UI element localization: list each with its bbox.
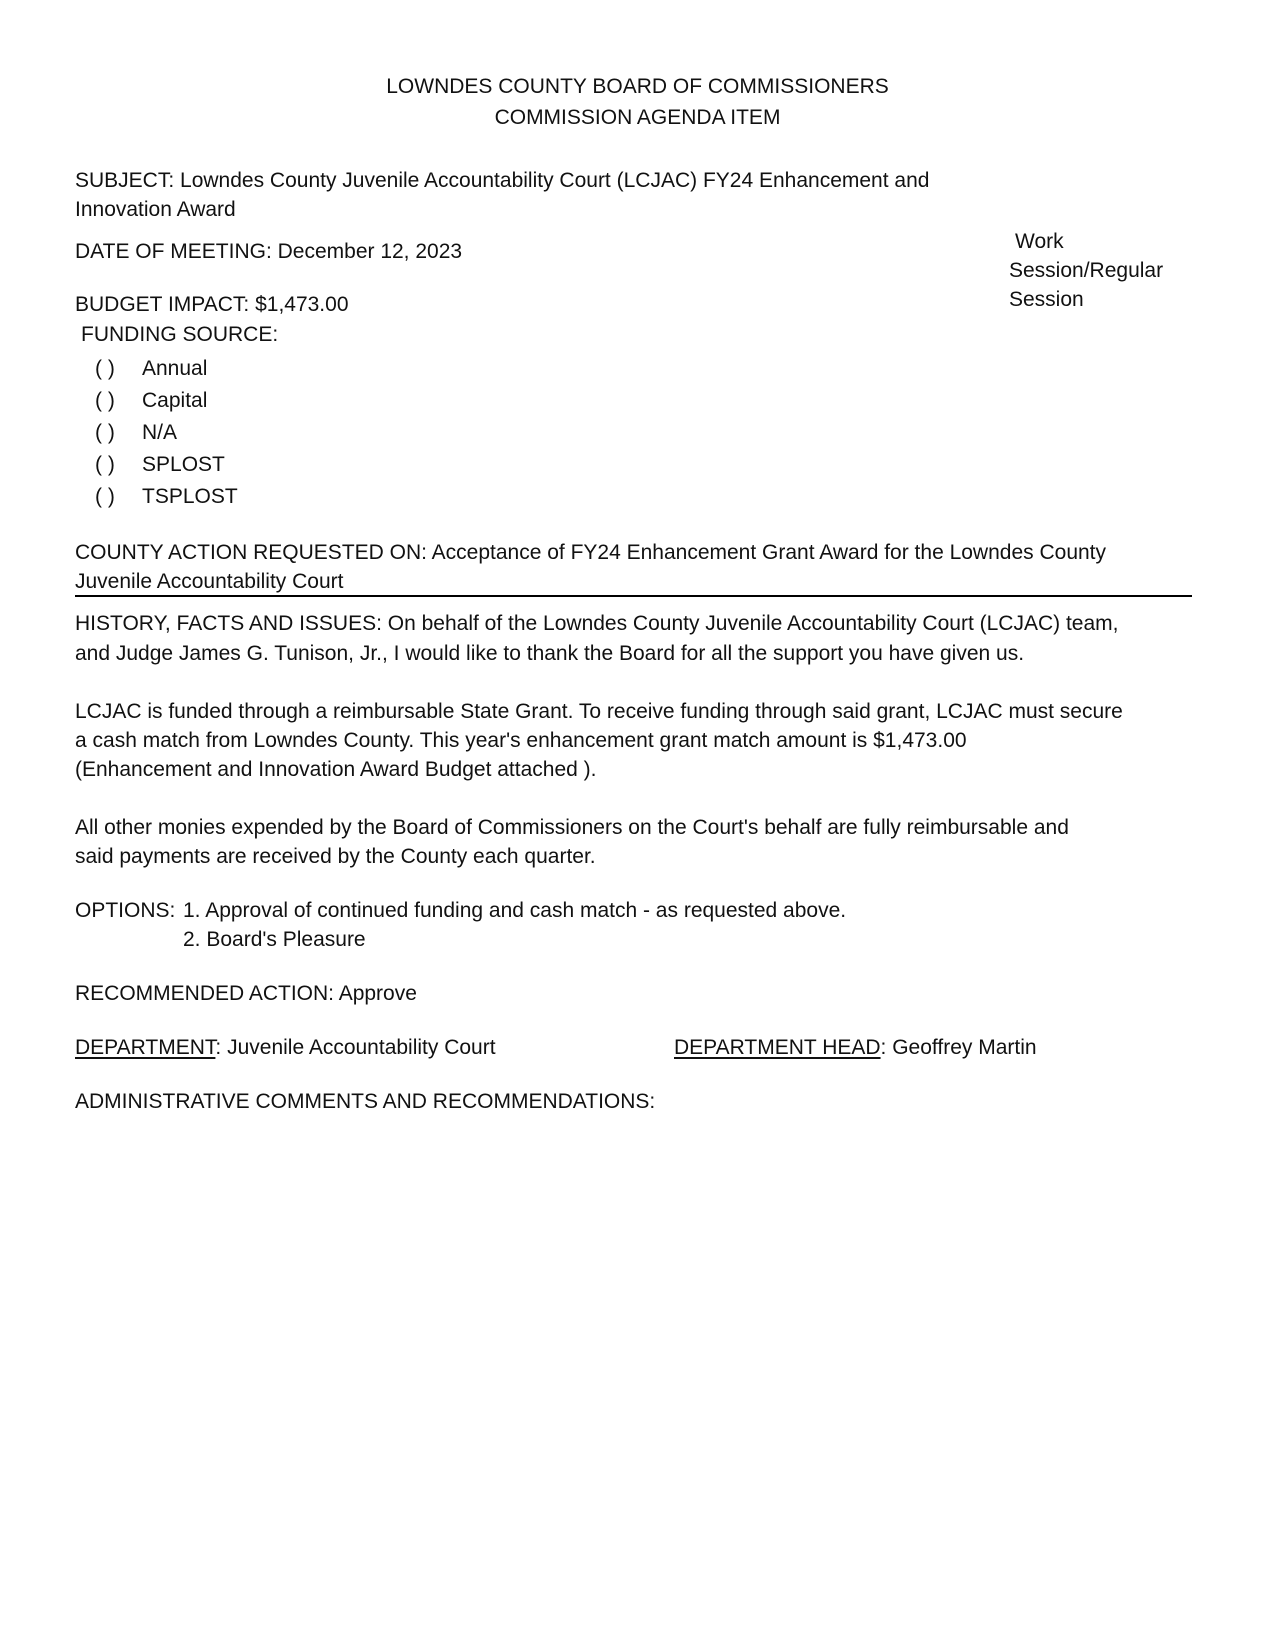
department-value: : Juvenile Accountability Court bbox=[215, 1036, 496, 1059]
subject-line-1: SUBJECT: Lowndes County Juvenile Accountability Court (LCJAC) FY24 Enhancement and bbox=[75, 169, 930, 192]
options-label: OPTIONS: bbox=[75, 899, 176, 922]
checkbox-mark: ( ) bbox=[95, 389, 115, 412]
recommended-action: RECOMMENDED ACTION: Approve bbox=[75, 982, 417, 1005]
subject-line-2: Innovation Award bbox=[75, 198, 236, 221]
department-head-value: : Geoffrey Martin bbox=[880, 1036, 1037, 1059]
checkbox-mark: ( ) bbox=[95, 357, 115, 380]
header-title: LOWNDES COUNTY BOARD OF COMMISSIONERS bbox=[386, 75, 889, 98]
funding-option-label: SPLOST bbox=[142, 453, 225, 476]
session-type-line-3: Session bbox=[1009, 288, 1084, 311]
department-label: DEPARTMENT bbox=[75, 1036, 216, 1059]
session-type-line-1: Work bbox=[1015, 230, 1064, 253]
history-p3-line-1: All other monies expended by the Board of Commissioners on the Court's behalf are fully reimbursable and bbox=[75, 816, 1069, 839]
admin-comments-label: ADMINISTRATIVE COMMENTS AND RECOMMENDATIONS: bbox=[75, 1090, 656, 1113]
checkbox-mark: ( ) bbox=[95, 453, 115, 476]
history-p2-line-1: LCJAC is funded through a reimbursable State Grant. To receive funding through said grant, LCJAC must secure bbox=[75, 700, 1123, 723]
checkbox-mark: ( ) bbox=[95, 485, 115, 508]
history-p1-line-2: and Judge James G. Tunison, Jr., I would like to thank the Board for all the support you have given us. bbox=[75, 642, 1025, 665]
history-p1-line-1: HISTORY, FACTS AND ISSUES: On behalf of the Lowndes County Juvenile Accountability Court (LCJAC) team, bbox=[75, 612, 1119, 635]
department-head-label: DEPARTMENT HEAD bbox=[674, 1036, 881, 1059]
funding-option-splost bbox=[95, 453, 225, 477]
county-action-line-1: COUNTY ACTION REQUESTED ON: Acceptance of FY24 Enhancement Grant Award for the Lowndes County bbox=[75, 541, 1107, 564]
section-divider bbox=[75, 595, 1192, 597]
funding-option-label: TSPLOST bbox=[142, 485, 238, 508]
funding-source-label: FUNDING SOURCE: bbox=[81, 323, 279, 346]
option-item-2: 2. Board's Pleasure bbox=[183, 928, 366, 951]
department-head-field bbox=[674, 1036, 1037, 1060]
checkbox-mark: ( ) bbox=[95, 421, 115, 444]
funding-option-tsplost bbox=[95, 485, 238, 509]
option-item-1: 1. Approval of continued funding and cash match - as requested above. bbox=[183, 899, 847, 922]
funding-option-label: Capital bbox=[142, 389, 208, 412]
funding-option-label: Annual bbox=[142, 357, 208, 380]
county-action-line-2: Juvenile Accountability Court bbox=[75, 570, 344, 593]
history-p2-line-3: (Enhancement and Innovation Award Budget attached ). bbox=[75, 758, 597, 781]
history-p2-line-2: a cash match from Lowndes County. This year's enhancement grant match amount is $1,473.00 bbox=[75, 729, 967, 752]
department-field bbox=[75, 1036, 496, 1060]
session-type-line-2: Session/Regular bbox=[1009, 259, 1164, 282]
funding-option-capital bbox=[95, 389, 207, 413]
funding-option-na bbox=[95, 421, 177, 445]
meeting-date: DATE OF MEETING: December 12, 2023 bbox=[75, 240, 463, 263]
history-p3-line-2: said payments are received by the County each quarter. bbox=[75, 845, 596, 868]
funding-option-annual bbox=[95, 357, 207, 381]
header-subtitle: COMMISSION AGENDA ITEM bbox=[494, 106, 781, 129]
budget-impact: BUDGET IMPACT: $1,473.00 bbox=[75, 293, 349, 316]
funding-option-label: N/A bbox=[142, 421, 178, 444]
